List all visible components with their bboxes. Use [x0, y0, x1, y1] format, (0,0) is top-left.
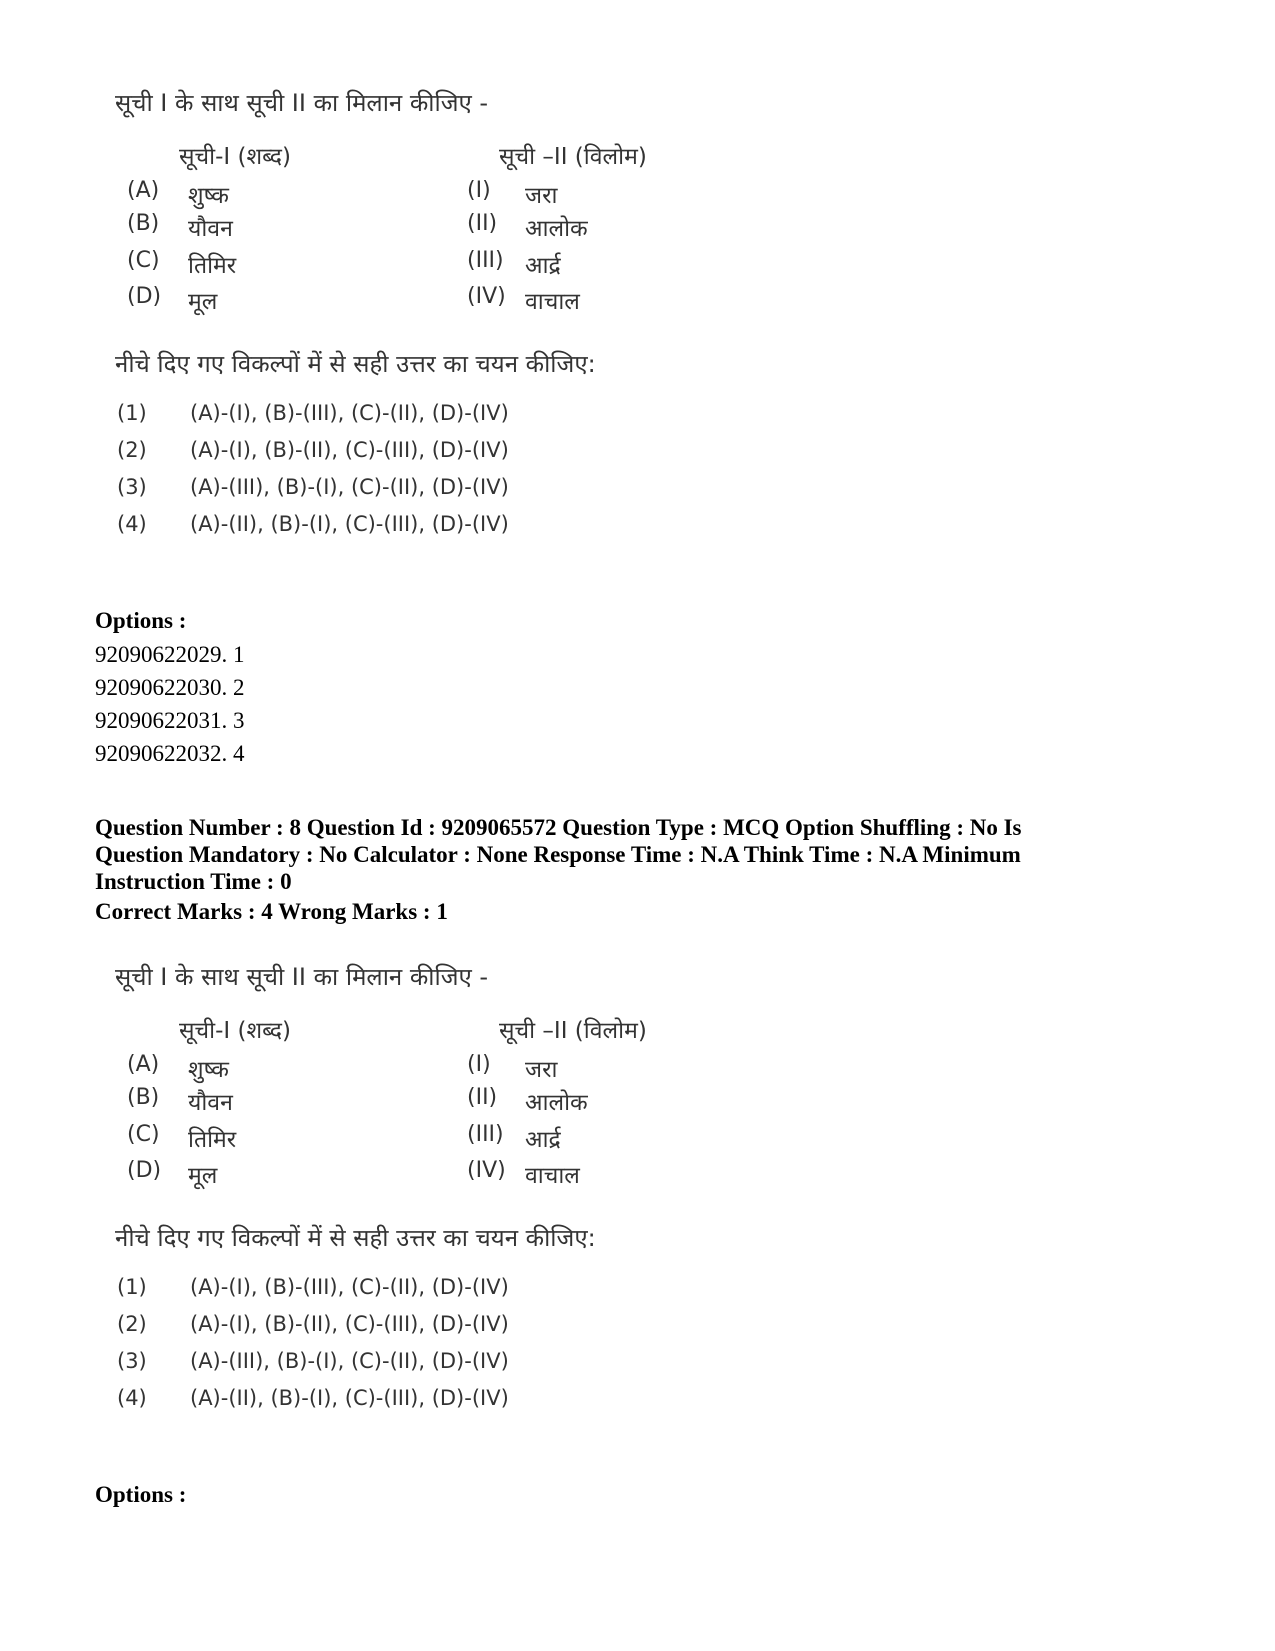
match-row: [115, 1158, 755, 1192]
row-number: (III): [467, 248, 504, 273]
match-row: [115, 1085, 755, 1119]
choice-item: [115, 1312, 755, 1346]
row-antonym: जरा: [525, 1057, 558, 1083]
row-antonym: आलोक: [525, 216, 588, 242]
row-number: (III): [467, 1122, 504, 1147]
choice-number: (2): [117, 1312, 147, 1336]
match-instruction: सूची I के साथ सूची II का मिलान कीजिए -: [115, 963, 489, 991]
row-label: (B): [127, 211, 160, 236]
row-label: (A): [127, 178, 160, 203]
row-word: मूल: [188, 289, 218, 315]
question-details: Question Number : 8 Question Id : 9209065572 Question Type : MCQ Option Shuffling : No Is Question Mandatory : No Calculator : None Response Time : N.A Think Time : N.A Minimum Instruction Time : 0: [95, 815, 1022, 894]
match-instruction: सूची I के साथ सूची II का मिलान कीजिए -: [115, 89, 489, 117]
choice-text: (A)-(III), (B)-(I), (C)-(II), (D)-(IV): [190, 475, 509, 499]
option-item: 92090622032. 4: [95, 741, 245, 766]
choose-instruction: नीचे दिए गए विकल्पों में से सही उत्तर का चयन कीजिए:: [115, 1224, 596, 1252]
row-antonym: वाचाल: [525, 289, 580, 315]
choose-instruction: नीचे दिए गए विकल्पों में से सही उत्तर का चयन कीजिए:: [115, 350, 596, 378]
row-antonym: आर्द्र: [525, 1127, 561, 1153]
match-row: [115, 1122, 755, 1156]
row-antonym: आलोक: [525, 1090, 588, 1116]
option-item: 92090622031. 3: [95, 708, 245, 733]
option-item: 92090622029. 1: [95, 642, 245, 667]
options-label: Options :: [95, 1482, 187, 1507]
choice-item: [115, 475, 755, 509]
match-row: [115, 248, 755, 282]
choice-item: [115, 438, 755, 472]
match-row: [115, 211, 755, 245]
choice-number: (1): [117, 401, 147, 425]
row-label: (C): [127, 1122, 160, 1147]
question-marks: Correct Marks : 4 Wrong Marks : 1: [95, 899, 448, 924]
row-antonym: वाचाल: [525, 1163, 580, 1189]
choice-item: [115, 401, 755, 435]
row-antonym: आर्द्र: [525, 253, 561, 279]
row-word: मूल: [188, 1163, 218, 1189]
choice-number: (3): [117, 1349, 147, 1373]
choice-item: [115, 512, 755, 546]
match-row: [115, 1052, 755, 1086]
choice-item: [115, 1349, 755, 1383]
choice-text: (A)-(II), (B)-(I), (C)-(III), (D)-(IV): [190, 1386, 509, 1410]
list2-header: सूची –II (विलोम): [499, 144, 647, 170]
match-row: [115, 284, 755, 318]
choice-number: (1): [117, 1275, 147, 1299]
row-label: (D): [127, 1158, 162, 1183]
row-number: (II): [467, 1085, 498, 1110]
row-number: (IV): [467, 1158, 506, 1183]
row-number: (IV): [467, 284, 506, 309]
choice-number: (3): [117, 475, 147, 499]
choice-text: (A)-(III), (B)-(I), (C)-(II), (D)-(IV): [190, 1349, 509, 1373]
row-label: (B): [127, 1085, 160, 1110]
row-word: तिमिर: [188, 253, 237, 279]
choice-item: [115, 1275, 755, 1309]
choice-text: (A)-(II), (B)-(I), (C)-(III), (D)-(IV): [190, 512, 509, 536]
row-word: यौवन: [188, 216, 233, 242]
row-label: (A): [127, 1052, 160, 1077]
row-word: तिमिर: [188, 1127, 237, 1153]
list2-header: सूची –II (विलोम): [499, 1018, 647, 1044]
match-row: [115, 178, 755, 212]
row-antonym: जरा: [525, 183, 558, 209]
choice-text: (A)-(I), (B)-(III), (C)-(II), (D)-(IV): [190, 1275, 509, 1299]
choice-text: (A)-(I), (B)-(II), (C)-(III), (D)-(IV): [190, 438, 509, 462]
choice-number: (2): [117, 438, 147, 462]
choice-text: (A)-(I), (B)-(III), (C)-(II), (D)-(IV): [190, 401, 509, 425]
list1-header: सूची-I (शब्द): [179, 144, 291, 170]
row-label: (C): [127, 248, 160, 273]
options-label: Options :: [95, 608, 187, 633]
row-label: (D): [127, 284, 162, 309]
row-number: (II): [467, 211, 498, 236]
list1-header: सूची-I (शब्द): [179, 1018, 291, 1044]
option-item: 92090622030. 2: [95, 675, 245, 700]
row-word: शुष्क: [188, 183, 229, 209]
row-word: शुष्क: [188, 1057, 229, 1083]
row-number: (I): [467, 1052, 491, 1077]
choice-number: (4): [117, 512, 147, 536]
row-word: यौवन: [188, 1090, 233, 1116]
choice-item: [115, 1386, 755, 1420]
choice-number: (4): [117, 1386, 147, 1410]
row-number: (I): [467, 178, 491, 203]
choice-text: (A)-(I), (B)-(II), (C)-(III), (D)-(IV): [190, 1312, 509, 1336]
